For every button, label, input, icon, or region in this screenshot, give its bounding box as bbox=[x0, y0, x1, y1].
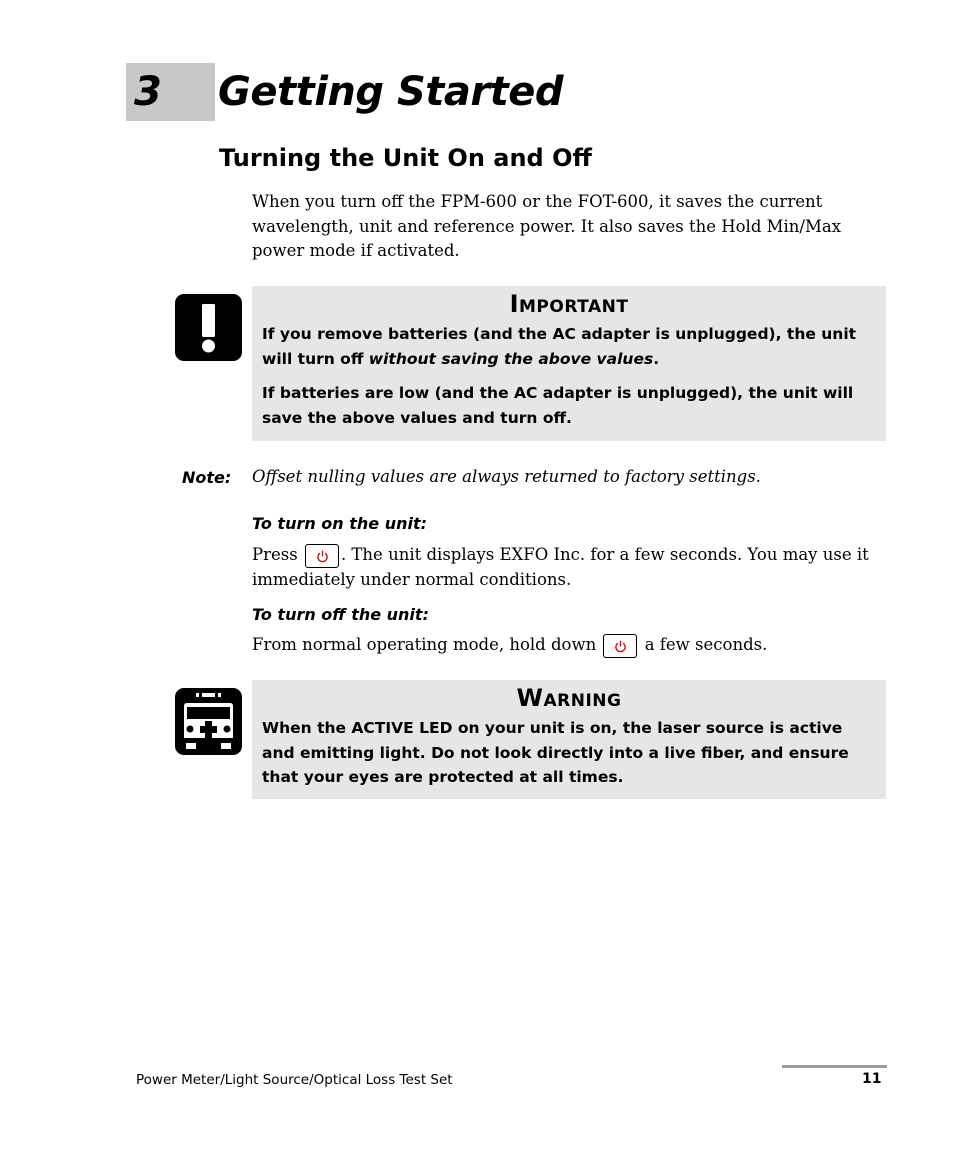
warning-heading: Warning bbox=[516, 684, 622, 712]
power-icon bbox=[614, 640, 627, 653]
section-title: Turning the Unit On and Off bbox=[219, 144, 592, 172]
footer-rule bbox=[782, 1065, 887, 1068]
intro-paragraph: When you turn off the FPM-600 or the FOT-600, it saves the current wavelength, unit and reference power. It also saves the Hold Min/Max power mode if activated. bbox=[252, 192, 842, 260]
turn-on-heading: To turn on the unit: bbox=[252, 514, 428, 533]
important-paragraph-1 bbox=[262, 322, 876, 371]
important-text-end: . bbox=[653, 349, 660, 368]
turn-on-text-before: Press bbox=[252, 545, 303, 564]
note-text: Offset nulling values are always returned to factory settings. bbox=[252, 467, 761, 486]
exclamation-icon bbox=[175, 294, 242, 361]
important-emphasis: without saving the above values bbox=[368, 349, 654, 368]
warning-text: When the ACTIVE LED on your unit is on, the laser source is active and emitting light. Do not look directly into a live fiber, and ensure that your eyes are protected at all times. bbox=[262, 719, 849, 786]
page-number: 11 bbox=[862, 1071, 882, 1087]
note-label: Note: bbox=[182, 468, 232, 487]
power-key bbox=[305, 544, 339, 568]
warning-callout bbox=[252, 680, 886, 799]
power-icon bbox=[316, 550, 329, 563]
important-callout bbox=[252, 286, 886, 441]
ambulance-icon bbox=[175, 688, 242, 755]
turn-on-paragraph bbox=[252, 543, 876, 593]
turn-off-heading: To turn off the unit: bbox=[252, 605, 429, 624]
turn-off-text-before: From normal operating mode, hold down bbox=[252, 635, 602, 654]
turn-on-text-after: . The unit displays EXFO Inc. for a few seconds. You may use it immediately under normal conditions. bbox=[252, 545, 869, 589]
important-paragraph-2: If batteries are low (and the AC adapter is unplugged), the unit will save the above values and turn off. bbox=[262, 384, 854, 427]
chapter-title: Getting Started bbox=[218, 69, 563, 115]
chapter-number: 3 bbox=[134, 69, 162, 115]
important-heading: Important bbox=[509, 290, 629, 318]
turn-off-text-after: a few seconds. bbox=[639, 635, 768, 654]
turn-off-paragraph bbox=[252, 633, 876, 658]
important-text-start: If you remove batteries (and the AC adapter is unplugged), the unit will turn off bbox=[262, 325, 857, 368]
footer-title: Power Meter/Light Source/Optical Loss Test Set bbox=[136, 1072, 453, 1088]
power-key bbox=[603, 634, 637, 658]
